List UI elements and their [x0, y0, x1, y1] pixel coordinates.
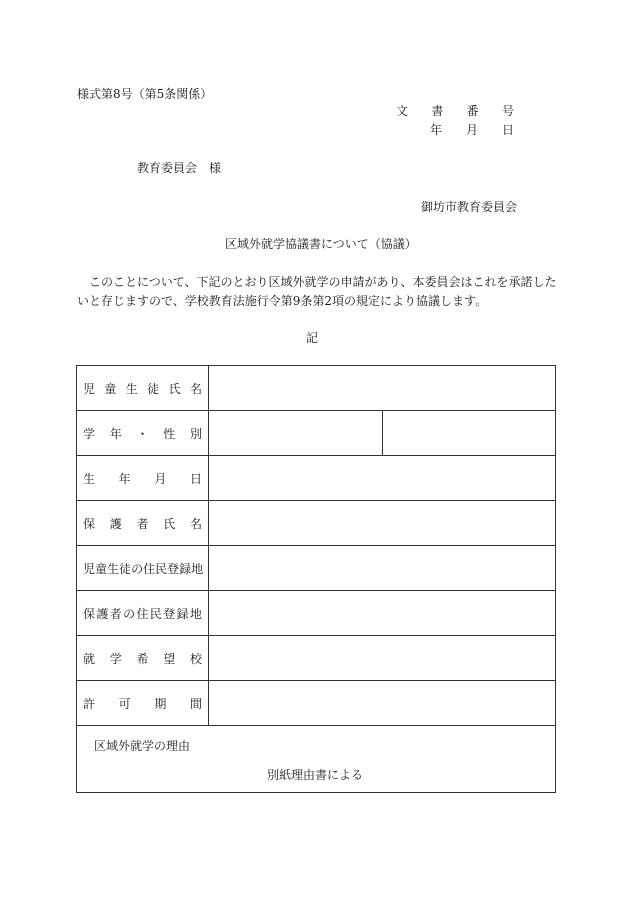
- desired-school-field[interactable]: [209, 636, 556, 681]
- student-name-field[interactable]: [209, 366, 556, 411]
- table-row: [77, 636, 556, 681]
- row-label-student-address: [77, 546, 209, 591]
- label-char: 性: [163, 426, 176, 441]
- label-char: 希: [136, 651, 149, 666]
- label-char: 児: [83, 381, 96, 396]
- label-char: 氏: [163, 516, 176, 531]
- label-char: 可: [118, 696, 131, 711]
- label-char: 登: [163, 606, 176, 621]
- label-char: 年: [109, 426, 122, 441]
- label-char: 登: [167, 561, 180, 576]
- label-char: 者: [136, 516, 149, 531]
- permission-period-field[interactable]: [209, 681, 556, 726]
- body-text-line-1: このことについて、下記のとおり区域外就学の申請があり、本委員会はこれを承諾した: [89, 275, 557, 289]
- label-char: 学: [83, 426, 96, 441]
- addressee: 教育委員会 様: [137, 161, 222, 175]
- label-char: 地: [191, 561, 204, 576]
- label-char: 護: [96, 606, 109, 621]
- gender-field[interactable]: [382, 411, 556, 456]
- student-address-field[interactable]: [209, 546, 556, 591]
- label-char: 名: [189, 381, 202, 396]
- table-row: [77, 366, 556, 411]
- label-char: 民: [149, 606, 162, 621]
- label-char: 徒: [119, 561, 132, 576]
- label-char: 録: [179, 561, 192, 576]
- label-char: 童: [104, 381, 117, 396]
- label-char: 就: [83, 651, 96, 666]
- label-char: 氏: [168, 381, 181, 396]
- row-label-permission-period: [77, 681, 209, 726]
- table-row: [77, 726, 556, 793]
- row-label-guardian-address: [77, 591, 209, 636]
- label-char: 住: [143, 561, 156, 576]
- row-label-guardian-name: [77, 501, 209, 546]
- label-char: 生: [107, 561, 120, 576]
- sender: 御坊市教育委員会: [421, 200, 518, 214]
- table-row: [77, 456, 556, 501]
- label-char: の: [123, 606, 136, 621]
- label-char: 録: [176, 606, 189, 621]
- subject-title: 区域外就学協議書について（協議）: [225, 237, 417, 251]
- label-char: 名: [189, 516, 202, 531]
- document-number-label: [396, 104, 514, 118]
- doc-number-char: 番: [466, 104, 479, 118]
- label-char: 間: [189, 696, 202, 711]
- label-char: 望: [163, 651, 176, 666]
- label-char: 許: [83, 696, 96, 711]
- document-date-label: [430, 123, 514, 137]
- table-row: [77, 501, 556, 546]
- form-number: 様式第8号（第5条関係）: [77, 87, 213, 101]
- birthdate-field[interactable]: [209, 456, 556, 501]
- row-label-desired-school: [77, 636, 209, 681]
- label-char: 保: [83, 606, 96, 621]
- reason-value: 別紙理由書による: [267, 768, 364, 782]
- table-row: [77, 546, 556, 591]
- guardian-address-field[interactable]: [209, 591, 556, 636]
- label-char: 別: [189, 426, 202, 441]
- body-text-line-2: いと存じますので、学校教育法施行令第9条第2項の規定により協議します。: [77, 294, 488, 308]
- doc-number-char: 文: [396, 104, 409, 118]
- label-char: 児: [83, 561, 96, 576]
- row-label-grade-gender: [77, 411, 209, 456]
- guardian-name-field[interactable]: [209, 501, 556, 546]
- table-row: [77, 591, 556, 636]
- date-char: 年: [430, 123, 443, 137]
- label-char: 生: [125, 381, 138, 396]
- label-char: 校: [189, 651, 202, 666]
- label-char: 者: [109, 606, 122, 621]
- grade-field[interactable]: [209, 411, 383, 456]
- label-char: 学: [109, 651, 122, 666]
- label-char: 日: [189, 471, 202, 486]
- doc-number-char: 書: [431, 104, 444, 118]
- info-table: [76, 365, 556, 793]
- label-char: 月: [154, 471, 167, 486]
- label-char: 地: [189, 606, 202, 621]
- label-char: 生: [83, 471, 96, 486]
- label-char: の: [131, 561, 144, 576]
- date-char: 日: [501, 123, 514, 137]
- label-char: 住: [136, 606, 149, 621]
- label-char: 民: [155, 561, 168, 576]
- ki-heading: 記: [306, 331, 319, 345]
- label-char: 護: [109, 516, 122, 531]
- label-char: 保: [83, 516, 96, 531]
- doc-number-char: 号: [501, 104, 514, 118]
- label-char: 年: [118, 471, 131, 486]
- label-char: 徒: [147, 381, 160, 396]
- table-row: [77, 681, 556, 726]
- label-char: ・: [136, 426, 149, 441]
- reason-label: 区域外就学の理由: [94, 739, 191, 753]
- label-char: 童: [95, 561, 108, 576]
- reason-cell[interactable]: [77, 726, 556, 793]
- table-row: [77, 411, 556, 456]
- date-char: 月: [465, 123, 478, 137]
- label-char: 期: [154, 696, 167, 711]
- row-label-birthdate: [77, 456, 209, 501]
- row-label-student-name: [77, 366, 209, 411]
